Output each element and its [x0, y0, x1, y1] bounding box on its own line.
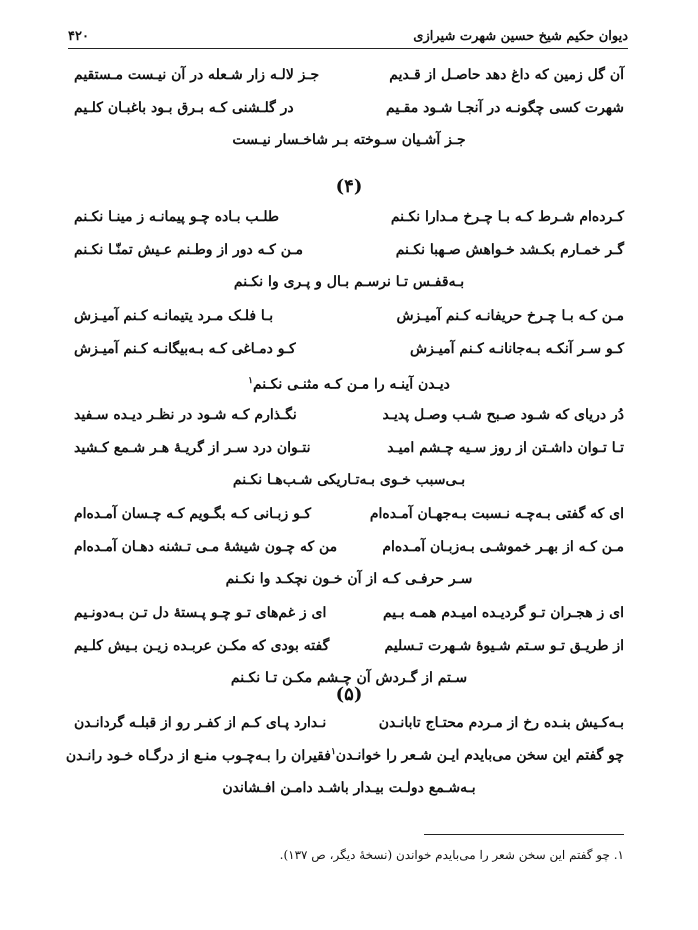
couplet — [74, 596, 624, 629]
hemistich-text: چو گفتم این سخن می‌بایدم ایـن شـعر را خوانـدن — [335, 747, 624, 764]
hemistich-right: شهرت کسی چگونـه در آنجـا شـود مقـیم — [386, 99, 624, 116]
hemistich-right: مـن کـه بـا چـرخ حریفانـه کـنم آمیـزش — [396, 307, 624, 324]
hemistich-left: گفته بودی که مکـن عربـده زیـن بـیش کلـیم — [74, 637, 330, 654]
couplet — [74, 431, 624, 464]
hemistich-left: نگـذارم کـه شـود در نظـر دیـده سـفید — [74, 406, 297, 423]
hemistich-left: نـدارد پـای کـم از کفـر رو از قبلـه گردانـدن — [74, 714, 327, 731]
hemistich-left: بـا فلـک مـرد یتیمانـه کـنم آمیـزش — [74, 307, 274, 324]
refrain-line: بـی‌سبب خـوی بـه‌تـاریکی شـب‌هـا نکـنم — [232, 472, 466, 488]
hemistich-right: دُر دریای که شـود صـبح شـب وصـل پدیـد — [382, 406, 624, 423]
hemistich-left: نتـوان درد سـر از گریـهٔ هـر شـمع کـشید — [74, 439, 311, 456]
hemistich-right: ای که گفتی بـه‌چـه نـسبت بـه‌جهـان آمـده‌ام — [369, 505, 624, 522]
couplet — [74, 629, 624, 662]
refrain-line: سـتم از گـردش آن چـشم مکـن تـا نکـنم — [230, 670, 468, 686]
couplet — [74, 530, 624, 563]
poem-section-5 — [65, 706, 624, 805]
section-title: (۴) — [335, 176, 363, 197]
hemistich-left: کـو زبـانی کـه بگـویم کـه چـسان آمـده‌ام — [74, 505, 312, 522]
footnote-mark: ۱ — [330, 747, 336, 758]
running-title: دیوان حکیم شیخ حسین شهرت شیرازی — [413, 29, 628, 44]
refrain-line: بـه‌شـمع دولـت بیـدار باشـد دامـن افـشاندن — [222, 780, 476, 796]
hemistich-right: ای ز هجـران تـو گردیـده امیـدم همـه بـیم — [382, 604, 624, 621]
couplet — [74, 299, 624, 332]
section-title: (۵) — [335, 684, 363, 705]
couplet — [74, 332, 624, 365]
hemistich-left: در گلـشنی کـه بـرق بـود باغبـان کلـیم — [74, 99, 294, 116]
poem-section-4 — [74, 200, 624, 695]
couplet — [74, 706, 624, 739]
hemistich-left: جـز لالـه زار شـعله در آن نیـست مـستقیم — [74, 66, 320, 83]
footnote-divider — [424, 834, 624, 835]
hemistich-right: کـو سـر آنکـه بـه‌جانانـه کـنم آمیـزش — [410, 340, 624, 357]
refrain-line: سـر حرفـی کـه از آن خـون نچکـد وا نکـنم — [225, 571, 473, 587]
hemistich-right: گـر خمـارم بکـشد خـواهش صـهبا نکـنم — [395, 241, 624, 258]
footnote: ۱. چو گفتم این سخن شعر را می‌بایدم خواندن (نسخهٔ دیگر، ص ۱۳۷). — [279, 848, 624, 862]
footnote-mark: ۱ — [248, 376, 253, 386]
hemistich-right: مـن کـه از بهـر خموشـی بـه‌زبـان آمـده‌ام — [382, 538, 624, 555]
page-header — [68, 20, 628, 49]
page-number: ۴۲۰ — [68, 29, 89, 44]
hemistich-right: آن گل زمین که داغ دهد حاصـل از قـدیم — [389, 66, 624, 83]
hemistich-left: فقیران را بـه‌چـوب منـع از درگـاه خـود رانـدن — [65, 747, 331, 764]
hemistich-right: کـرده‌ام شـرط کـه بـا چـرخ مـدارا نکـنم — [390, 208, 624, 225]
hemistich-left: کـو دمـاغی کـه بـه‌بیگانـه کـنم آمیـزش — [74, 340, 296, 357]
couplet — [74, 233, 624, 266]
hemistich-left: مـن کـه دور از وطـنم عـیش تمنّـا نکـنم — [74, 241, 303, 258]
hemistich-left: ای ز غم‌های تـو چـو پـستهٔ دل تـن بـه‌دونـیم — [74, 604, 327, 621]
couplet — [74, 398, 624, 431]
hemistich-left: من که چـون شیشهٔ مـی تـشنه دهـان آمـده‌ام — [74, 538, 338, 555]
refrain-line — [74, 365, 624, 398]
hemistich-left: طلـب بـاده چـو پیمانـه ز مینـا نکـنم — [74, 208, 280, 225]
couplet — [65, 739, 624, 772]
couplet — [74, 200, 624, 233]
refrain-line: جـز آشـیان سـوخته بـر شاخـسار نیـست — [232, 132, 466, 148]
hemistich-right: تـا تـوان داشـتن از روز سـیه چـشم امیـد — [387, 439, 624, 456]
couplet — [74, 58, 624, 91]
refrain-text: دیـدن آینـه را مـن کـه مثنـی نکـنم — [252, 376, 450, 393]
hemistich-right: بـه‌کـیش بنـده رخ از مـردم محتـاج تابانـدن — [378, 714, 624, 731]
hemistich-right: از طریـق تـو سـتم شـیوهٔ شـهرت تـسلیم — [384, 637, 624, 654]
hemistich-right — [331, 747, 624, 764]
poem-top-section — [74, 58, 624, 157]
refrain-line: بـه‌قفـس تـا نرسـم بـال و پـری وا نکـنم — [233, 274, 465, 290]
couplet — [74, 497, 624, 530]
couplet — [74, 91, 624, 124]
